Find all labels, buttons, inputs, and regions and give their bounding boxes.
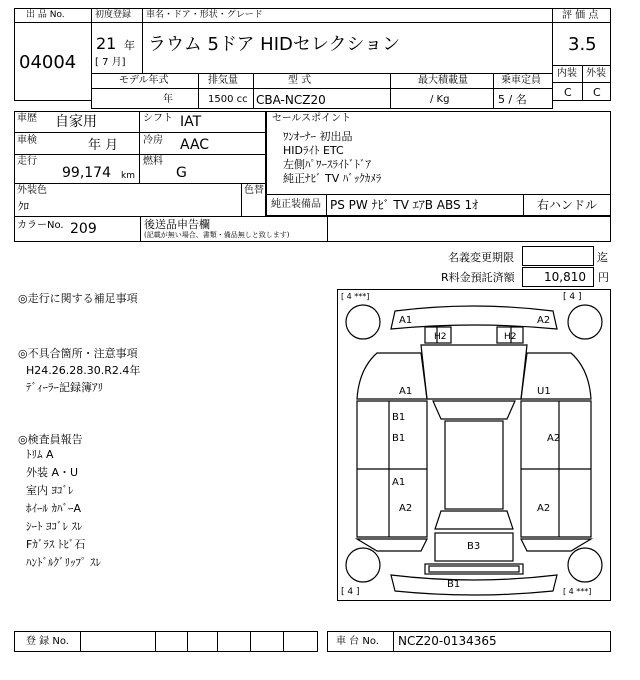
chassis-value: NCZ20-0134365 <box>398 634 497 648</box>
mark-left-rear-quarter: A2 <box>399 503 413 514</box>
inspector-note-1: ﾄﾘﾑ A <box>26 448 54 461</box>
steering-value: 右ハンドル <box>537 198 598 212</box>
model-year-label: モデル年式 <box>119 75 169 86</box>
score-label: 評 価 点 <box>562 10 599 21</box>
specs-div-3 <box>390 73 391 109</box>
mark-headlight-left: H2 <box>434 332 447 342</box>
sales-point-2: HIDﾗｲﾄ ETC <box>283 144 344 157</box>
model-type: CBA-NCZ20 <box>256 93 326 107</box>
color-no-value: 209 <box>70 221 97 237</box>
car-name-divider <box>142 22 553 23</box>
model-year-unit: 年 <box>163 94 173 105</box>
interior-grade: C <box>564 86 572 99</box>
first-reg-year-unit: 年 <box>124 39 135 52</box>
first-reg-year: 21 <box>96 34 117 53</box>
inspector-note-3: 室内 ﾖｺﾞﾚ <box>26 484 74 497</box>
roof <box>445 421 503 509</box>
exterior-label: 外装 <box>586 68 606 79</box>
mark-left-front-door-1: B1 <box>392 412 406 423</box>
diagram-corner-tr: [ 4 ] <box>563 292 582 302</box>
reg-div-1 <box>155 631 156 652</box>
mark-left-front-door-2: B1 <box>392 433 406 444</box>
shift-label: シフト <box>143 113 173 124</box>
details-h2 <box>14 154 266 155</box>
specs-div-2 <box>253 73 254 109</box>
mark-headlight-right: H2 <box>504 332 517 342</box>
mileage-value: 99,174 <box>62 165 111 181</box>
specs-divider-h <box>91 88 553 89</box>
mileage-label: 走行 <box>17 156 37 167</box>
inspection-value: 年 月 <box>88 138 119 153</box>
aftermarket-note: (記載が無い場合、書類・備品無しと致します) <box>144 231 290 239</box>
car-name: ラウム 5ドア HIDセレクション <box>148 34 401 55</box>
lot-label: 出 品 No. <box>26 10 65 20</box>
inspector-note-7: ﾊﾝﾄﾞﾙｸﾞﾘｯﾌﾟ ｽﾚ <box>26 556 101 569</box>
inspector-note-4: ﾎｲｰﾙ ｶﾊﾞｰA <box>26 502 82 515</box>
history-label: 車歴 <box>17 113 37 124</box>
details-v1 <box>139 111 140 183</box>
car-name-label: 車名・ドア・形状・グレード <box>146 10 263 20</box>
specs-div-1 <box>198 73 199 109</box>
grade-divider-v <box>582 65 583 101</box>
details-v2 <box>241 183 242 217</box>
recycle-label: R料金預託済額 <box>441 271 515 284</box>
defects-title: ◎不具合箇所・注意事項 <box>18 347 138 360</box>
aftermarket-label: 後送品申告欄 <box>144 218 210 231</box>
seats-label: 乗車定員 <box>501 75 541 86</box>
reg-div-5 <box>283 631 284 652</box>
wheel-rear-right <box>568 548 602 582</box>
sales-point-1: ﾜﾝｵｰﾅｰ 初出品 <box>283 130 353 143</box>
name-change-label: 名義変更期限 <box>448 251 514 264</box>
diagram-corner-tl: [ 4 ***] <box>341 292 370 301</box>
equipment-value: PS PW ﾅﾋﾞ TV ｴｱB ABS 1ｵ <box>330 198 479 212</box>
mark-rear-hatch: B3 <box>467 541 481 552</box>
sales-points-label: セールスポイント <box>272 113 352 124</box>
inspector-title: ◎検査員報告 <box>18 433 83 446</box>
details-h1 <box>14 132 266 133</box>
first-reg-divider <box>91 22 143 23</box>
history-value: 自家用 <box>55 114 97 130</box>
diagram-corner-br: [ 4 ***] <box>563 587 592 596</box>
right-front-fender <box>521 353 591 399</box>
reg-div-2 <box>187 631 188 652</box>
details-h3 <box>14 183 266 184</box>
front-bumper <box>391 306 557 329</box>
reg-no-label: 登 録 No. <box>26 636 69 647</box>
details-box <box>14 111 266 217</box>
score-divider <box>552 22 611 23</box>
color-row-div <box>140 216 141 242</box>
first-reg-label: 初度登録 <box>95 10 132 20</box>
chassis-div <box>393 631 394 652</box>
rear-bumper <box>391 575 557 595</box>
color-no-label: カラーNo. <box>17 220 64 231</box>
load-value: / Kg <box>430 94 450 105</box>
fuel-label: 燃料 <box>143 156 163 167</box>
equipment-div-1 <box>326 194 327 216</box>
reg-div-3 <box>217 631 218 652</box>
displacement: 1500 cc <box>208 94 248 105</box>
mark-right-front-fender: U1 <box>537 386 551 397</box>
left-front-fender <box>357 353 427 399</box>
defect-1: H24.26.28.30.R2.4年 <box>26 364 141 377</box>
hood <box>421 345 527 399</box>
lot-label-divider <box>14 22 92 23</box>
shift-value: IAT <box>180 114 202 130</box>
mark-right-front-door: A2 <box>547 433 561 444</box>
recycle-unit: 円 <box>598 271 609 284</box>
reg-div-0 <box>80 631 81 652</box>
sales-point-3: 左側ﾊﾟﾜｰｽﾗｲﾄﾞﾄﾞｱ <box>283 158 371 171</box>
equipment-label: 純正装備品 <box>271 199 321 210</box>
inspector-note-5: ｼｰﾄ ﾖｺﾞﾚ ｽﾚ <box>26 520 83 533</box>
specs-div-4 <box>493 73 494 109</box>
lot-number: 04004 <box>19 52 77 73</box>
mileage-unit: km <box>121 171 135 181</box>
mark-right-rear-quarter: A2 <box>537 503 551 514</box>
recycle-value: 10,810 <box>544 270 586 284</box>
exterior-grade: C <box>593 86 601 99</box>
mark-left-front-fender: A1 <box>399 386 413 397</box>
sales-point-4: 純正ﾅﾋﾞ TV ﾊﾞｯｸｶﾒﾗ <box>283 172 382 185</box>
name-change-box <box>522 246 594 266</box>
mark-front-bumper-left: A1 <box>399 315 413 326</box>
reg-div-4 <box>250 631 251 652</box>
fuel-value: G <box>176 165 187 181</box>
chassis-label: 車 台 No. <box>336 636 379 647</box>
inspector-note-2: 外装 A・U <box>26 466 79 479</box>
driving-notes-title: ◎走行に関する補足事項 <box>18 292 138 305</box>
first-reg-month: [ 7 月] <box>95 57 126 68</box>
mark-rear-bumper: B1 <box>447 579 461 590</box>
load-label: 最大積載量 <box>418 75 468 86</box>
windshield <box>433 401 515 419</box>
defect-2: ﾃﾞｨｰﾗｰ記録簿ｱﾘ <box>26 381 103 394</box>
ac-label: 冷房 <box>143 135 163 146</box>
name-change-unit: 迄 <box>597 251 608 264</box>
ext-color-value: ｸﾛ <box>18 200 29 213</box>
inspection-label: 車検 <box>17 135 37 146</box>
type-label: 型 式 <box>288 75 312 86</box>
rear-window <box>435 511 513 529</box>
mark-left-rear-door: A1 <box>392 477 406 488</box>
ext-color-label: 外装色 <box>17 185 47 196</box>
diagram-corner-bl: [ 4 ] <box>341 587 360 597</box>
interior-label: 内装 <box>557 68 577 79</box>
steering-extra-box <box>327 216 611 242</box>
wheel-front-left <box>346 305 380 339</box>
car-diagram <box>337 289 611 601</box>
mark-front-bumper-right: A2 <box>537 315 551 326</box>
seats-value: 5 / 名 <box>498 93 527 106</box>
wheel-front-right <box>568 305 602 339</box>
ac-value: AAC <box>180 137 210 153</box>
color-change-label: 色替 <box>244 185 264 196</box>
displacement-label: 排気量 <box>208 75 238 86</box>
equipment-div-2 <box>523 194 524 216</box>
score-value: 3.5 <box>568 34 597 55</box>
inspector-note-6: Fｶﾞﾗｽ ﾄﾋﾞ石 <box>26 538 86 551</box>
wheel-rear-left <box>346 548 380 582</box>
